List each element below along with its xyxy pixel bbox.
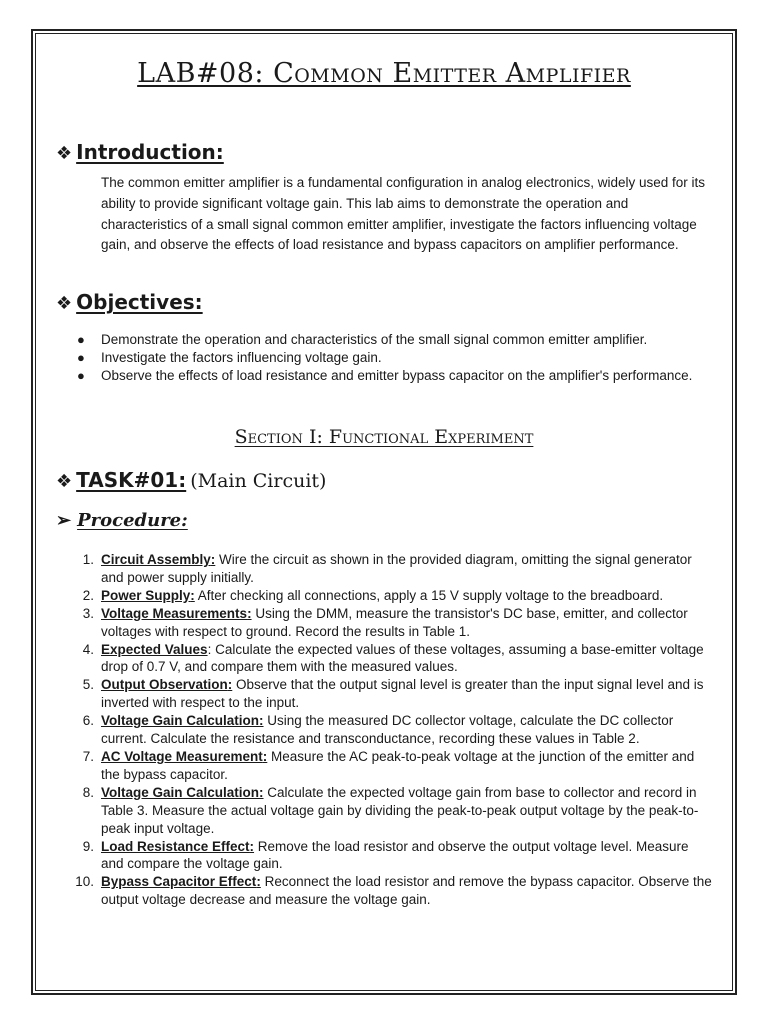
list-item	[0, 784, 713, 838]
objectives-heading-label: Objectives:	[76, 290, 203, 314]
step-key: Output Observation	[101, 677, 228, 693]
step-number: 8.	[82, 784, 94, 800]
step-text: Reconnect the load resistor and remove the bypass capacitor. Observe the output voltage decrease and measure the voltage gain.	[101, 874, 712, 908]
bullet-icon: ●	[77, 332, 85, 347]
step-text: Calculate the expected voltage gain from base to collector and record in Table 3. Measure the actual voltage gain by dividing the peak-to-peak output voltage by the peak-to-peak input voltage.	[101, 784, 699, 836]
step-key: Voltage Gain Calculation	[101, 784, 260, 800]
step-key: Bypass Capacitor Effect	[101, 874, 257, 890]
step-text: Remove the load resistor and observe the output voltage level. Measure and compare the voltage gain.	[101, 838, 689, 872]
step-key: Voltage Gain Calculation	[101, 713, 260, 729]
diamond-bullet-icon: ❖	[56, 471, 73, 491]
step-separator: :	[227, 677, 233, 693]
objective-text: Investigate the factors influencing voltage gain.	[101, 350, 382, 365]
step-number: 7.	[82, 748, 94, 764]
procedure-steps	[0, 551, 768, 909]
list-item	[0, 331, 713, 349]
list-item	[0, 605, 713, 641]
procedure-heading-label: Procedure:	[77, 510, 188, 531]
step-text: Calculate the expected values of these voltages, assuming a base-emitter voltage drop of 0.7 V, and compare them with the measured values.	[101, 641, 704, 675]
diamond-bullet-icon: ❖	[56, 143, 73, 164]
step-number: 9.	[82, 838, 94, 854]
step-key: Circuit Assembly	[101, 552, 211, 567]
step-text: Using the DMM, measure the transistor's DC base, emitter, and collector voltages with respect to ground. Record the results in Table 1.	[101, 605, 688, 639]
step-separator: :	[256, 874, 261, 890]
step-separator: :	[259, 784, 264, 800]
step-text: Wire the circuit as shown in the provided diagram, omitting the signal generator and power supply initially.	[101, 552, 692, 585]
step-text: Observe that the output signal level is greater than the input signal level and is inverted with respect to the input.	[101, 677, 704, 711]
list-item	[0, 712, 713, 748]
step-number: 6.	[82, 713, 94, 729]
step-number: 2.	[82, 587, 94, 603]
step-separator: :	[207, 641, 212, 657]
introduction-heading-label: Introduction:	[76, 140, 224, 164]
step-number: 4.	[82, 641, 94, 657]
step-text: Using the measured DC collector voltage, calculate the DC collector current. Calculate the resistance and transconductance, recording these values in Table 2.	[101, 713, 674, 747]
step-separator: :	[190, 587, 195, 603]
step-separator: :	[249, 838, 255, 854]
introduction-text: The common emitter amplifier is a fundamental configuration in analog electronics, widely used for its ability to provide significant voltage gain. This lab aims to demonstrate the operation and characteristics of a small signal common emitter amplifier, investigate the factors influencing voltage gain, and observe the effects of load resistance and bypass capacitors on amplifier performance.	[101, 175, 706, 253]
task-label: TASK#01:	[76, 468, 187, 492]
step-number: 5.	[82, 677, 94, 693]
list-item	[0, 367, 713, 385]
list-item	[0, 641, 713, 677]
step-text: Measure the AC peak-to-peak voltage at the junction of the emitter and the bypass capacitor.	[101, 748, 695, 782]
list-item	[0, 587, 713, 605]
step-number: 10.	[75, 874, 94, 890]
step-separator: :	[210, 552, 216, 567]
step-key: Voltage Measurements	[101, 605, 248, 621]
task-heading	[56, 468, 326, 493]
list-item	[0, 748, 713, 784]
list-item	[0, 349, 713, 367]
step-key: Expected Values	[101, 641, 208, 657]
step-key: AC Voltage Measurement	[101, 748, 263, 764]
list-item	[0, 838, 713, 874]
page-title: LAB#08: Common Emitter Amplifier	[137, 58, 631, 89]
procedure-heading	[56, 510, 188, 531]
list-item	[0, 551, 713, 587]
step-key: Load Resistance Effect	[101, 838, 250, 854]
task-subtitle: (Main Circuit)	[190, 470, 327, 492]
diamond-bullet-icon: ❖	[56, 293, 73, 314]
arrow-bullet-icon: ➢	[56, 510, 72, 531]
step-number: 3.	[82, 605, 94, 621]
objectives-list	[0, 331, 768, 385]
bullet-icon: ●	[77, 368, 85, 383]
objective-text: Demonstrate the operation and characteristics of the small signal common emitter amplifier.	[101, 332, 648, 347]
objective-text: Observe the effects of load resistance and emitter bypass capacitor on the amplifier's performance.	[101, 368, 693, 383]
step-key: Power Supply	[101, 587, 191, 603]
step-separator: :	[262, 748, 268, 764]
step-separator: :	[247, 605, 252, 621]
list-item	[0, 676, 713, 712]
objectives-heading	[56, 290, 203, 314]
step-number: 1.	[82, 552, 94, 567]
bullet-icon: ●	[77, 350, 85, 365]
section-title: Section I: Functional Experiment	[234, 426, 534, 448]
introduction-heading	[56, 140, 224, 164]
step-text: After checking all connections, apply a 15 V supply voltage to the breadboard.	[194, 587, 664, 603]
step-separator: :	[259, 713, 264, 729]
list-item	[0, 873, 713, 909]
